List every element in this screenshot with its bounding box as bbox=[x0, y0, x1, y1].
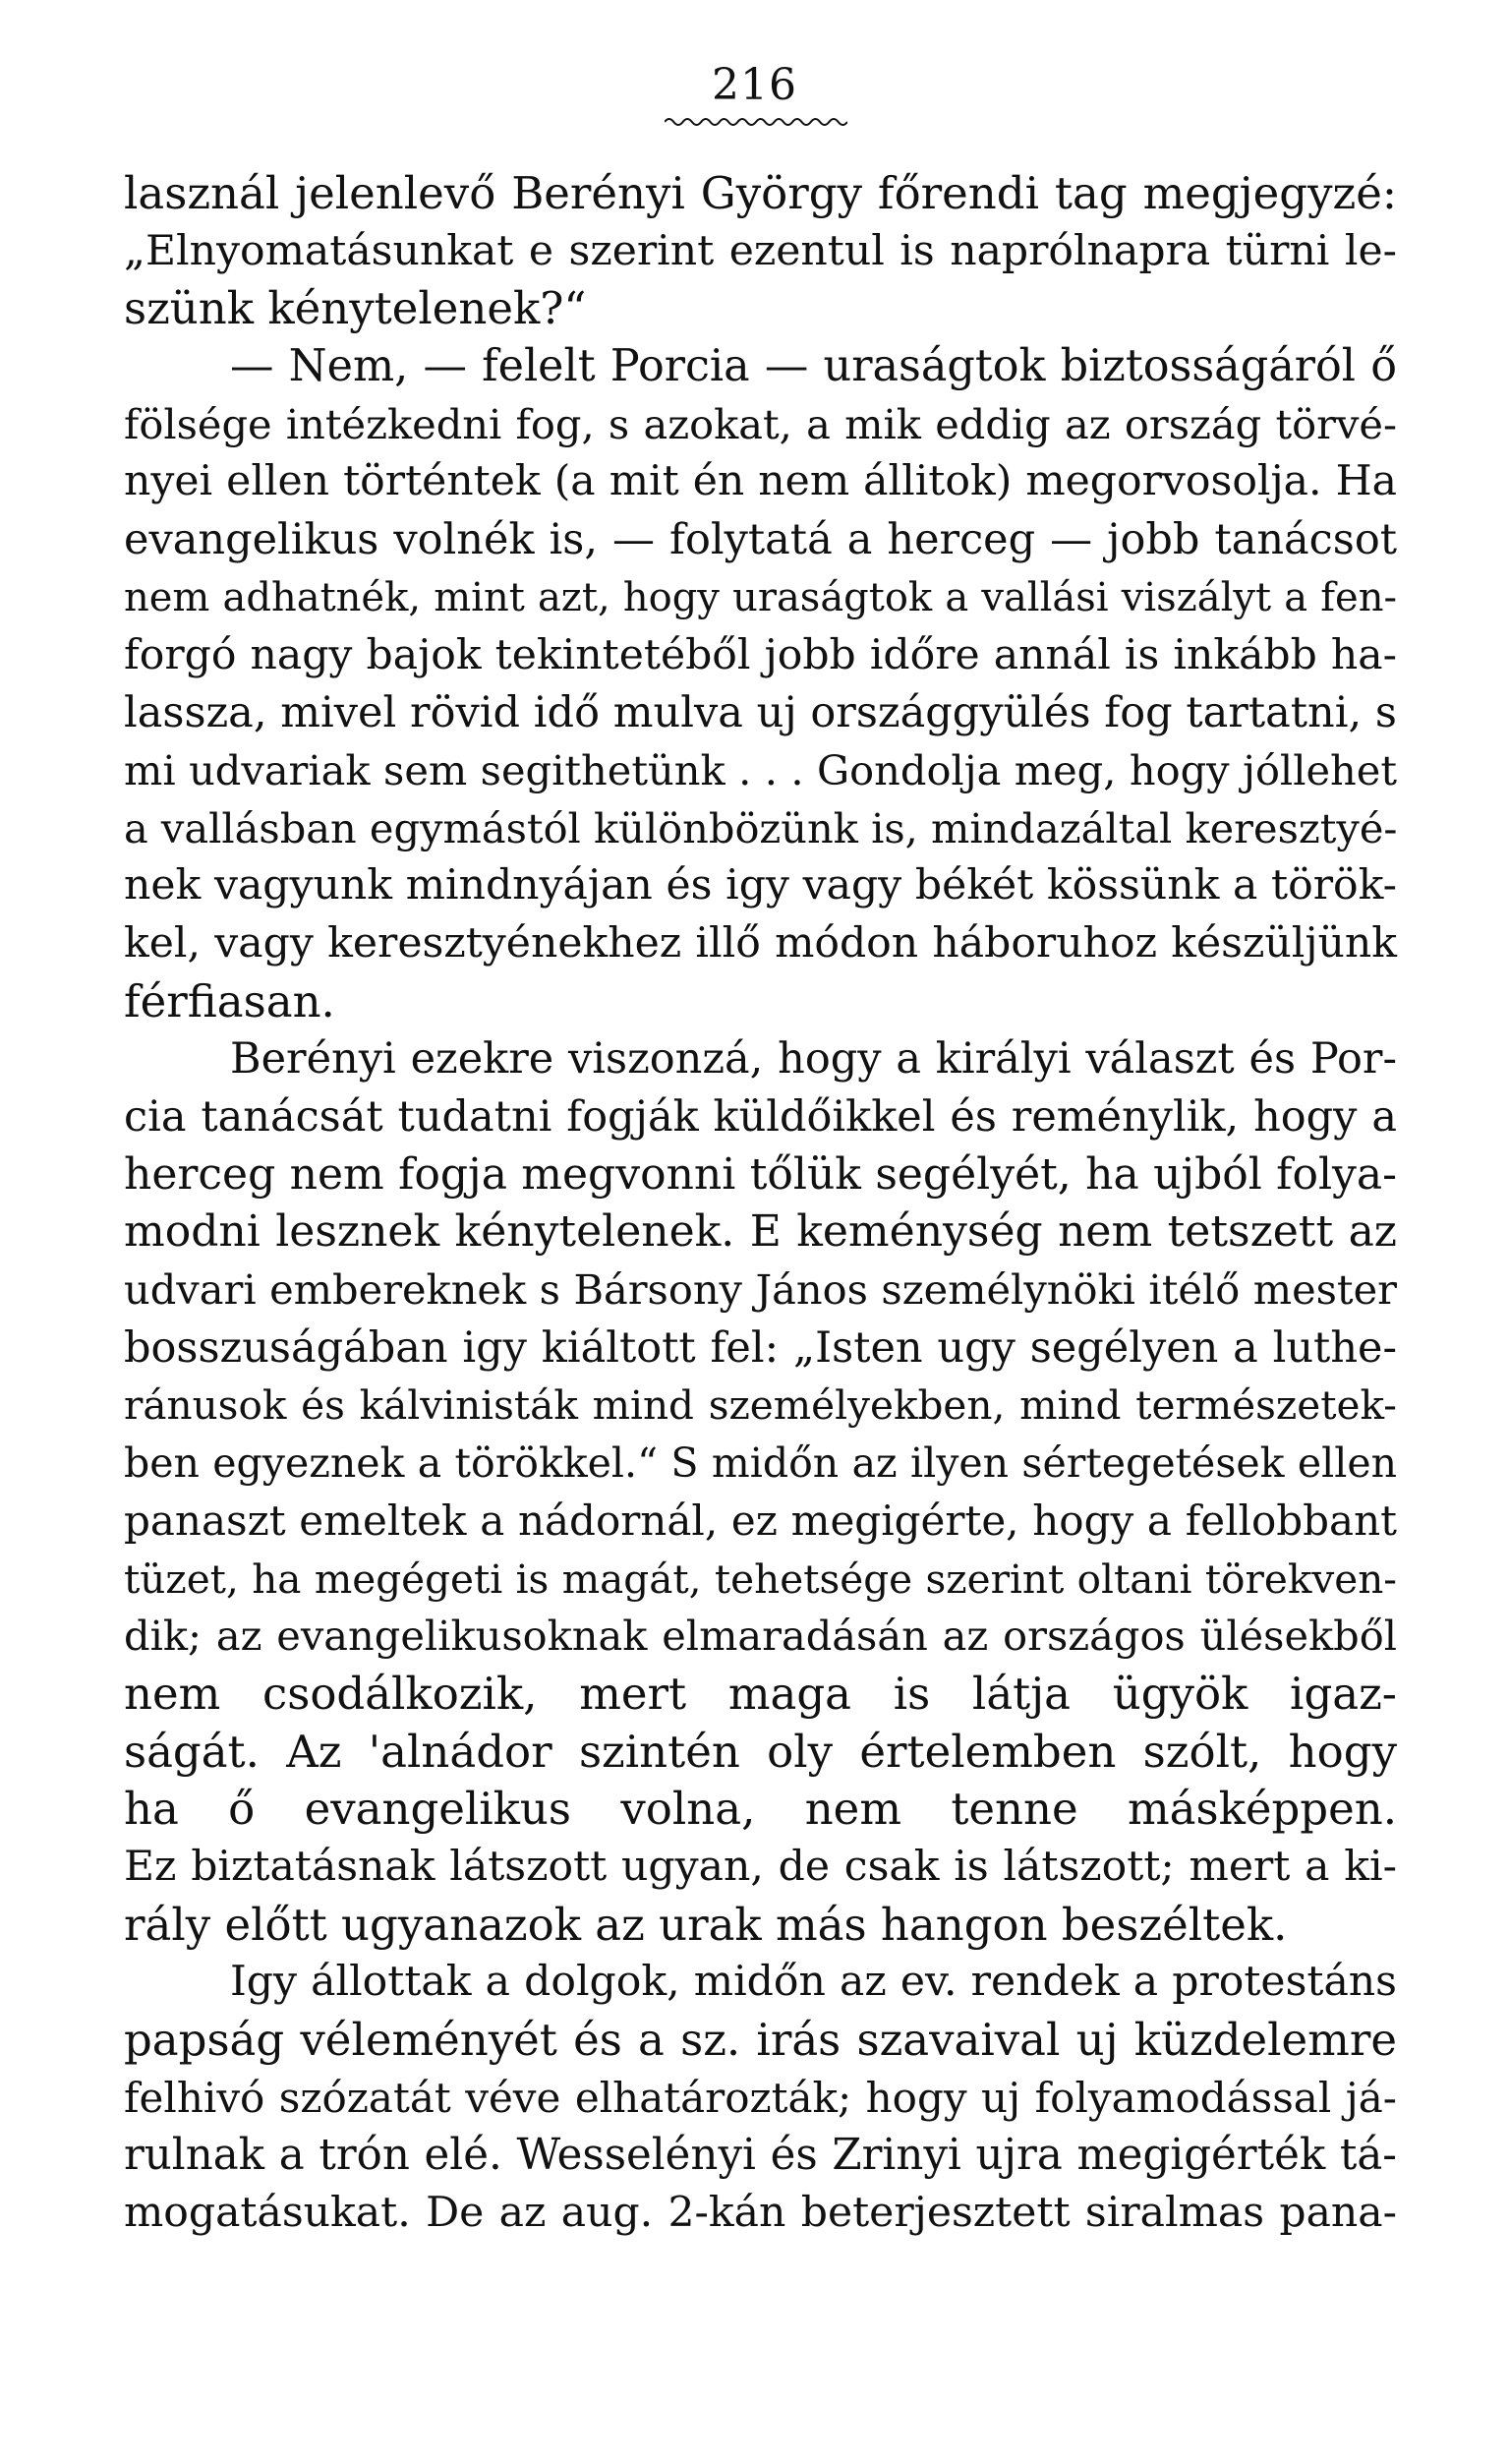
text-line: dik; az evangelikusoknak elmaradásán az országos ülésekből bbox=[124, 1612, 1397, 1661]
text-line: mi udvariak sem segithetünk . . . Gondolja meg, hogy jóllehet bbox=[124, 745, 1397, 794]
text-line: ben egyeznek a törökkel.“ S midőn az ilyen sértegetések ellen bbox=[124, 1439, 1397, 1488]
text-line: nyei ellen történtek (a mit én nem állitok) megorvosolja. Ha bbox=[124, 457, 1397, 506]
text-line: Igy állottak a dolgok, midőn az ev. rendek a protestáns bbox=[230, 1958, 1397, 2007]
text-line: udvari embereknek s Bársony János személynöki itélő mester bbox=[124, 1265, 1397, 1315]
text-line: ha ő evangelikus volna, nem tenne másképpen. bbox=[124, 1783, 1397, 1836]
page-number-ornament bbox=[665, 115, 847, 129]
text-line: fölsége intézkedni fog, s azokat, a mik eddig az ország törvé- bbox=[124, 399, 1397, 448]
body-text bbox=[124, 165, 1397, 2243]
text-line: ránusok és kálvinisták mind személyekben, mind természetek- bbox=[124, 1381, 1397, 1430]
text-line: felhivó szózatát véve elhatározták; hogy uj folyamodással já- bbox=[124, 2073, 1397, 2122]
text-line: rulnak a trón elé. Wesselényi és Zrinyi ujra megigérték tá- bbox=[124, 2131, 1397, 2181]
text-line: bosszuságában igy kiáltott fel: „Isten ugy segélyen a luthe- bbox=[124, 1322, 1397, 1373]
text-line: tüzet, ha megégeti is magát, tehetsége szerint oltani törekven- bbox=[124, 1555, 1397, 1603]
text-line: Berényi ezekre viszonzá, hogy a királyi választ és Por- bbox=[230, 1034, 1397, 1085]
page-number: 216 bbox=[712, 60, 797, 110]
text-line: Ez biztatásnak látszott ugyan, de csak is látszott; mert a ki- bbox=[124, 1842, 1397, 1891]
text-line: lassza, mivel rövid idő mulva uj országgyülés fog tartatni, s bbox=[124, 688, 1397, 738]
text-line: lasznál jelenlevő Berényi György főrendi tag megjegyzé: bbox=[124, 167, 1397, 219]
text-line: panaszt emeltek a nádornál, ez megigérte, hogy a fellobbant bbox=[124, 1496, 1397, 1545]
text-line: „Elnyomatásunkat e szerint ezentul is naprólnapra türni le- bbox=[124, 226, 1397, 275]
text-line: nek vagyunk mindnyájan és igy vagy békét kössünk a török- bbox=[124, 861, 1397, 910]
text-line: ságát. Az 'alnádor szintén oly értelemben szólt, hogy bbox=[124, 1725, 1397, 1778]
text-line: — Nem, — felelt Porcia — uraságtok biztosságáról ő bbox=[230, 341, 1397, 392]
text-line: cia tanácsát tudatni fogják küldőikkel és reménylik, hogy a bbox=[124, 1092, 1397, 1142]
text-line: nem adhatnék, mint azt, hogy uraságtok a vallási viszályt a fen- bbox=[124, 574, 1397, 620]
text-line: a vallásban egymástól különbözünk is, mindazáltal keresztyé- bbox=[124, 803, 1398, 852]
text-line: evangelikus volnék is, — folytatá a herceg — jobb tanácsot bbox=[124, 515, 1397, 565]
text-line: forgó nagy bajok tekintetéből jobb időre annál is inkább ha- bbox=[124, 630, 1397, 679]
text-line: rály előtt ugyanazok az urak más hangon beszéltek. bbox=[124, 1898, 1288, 1951]
text-line: papság véleményét és a sz. irás szavaival uj küzdelemre bbox=[124, 2014, 1397, 2066]
text-line: szünk kénytelenek?“ bbox=[124, 282, 587, 335]
text-line: herceg nem fogja megvonni tőlük segélyét, ha ujból folya- bbox=[124, 1148, 1397, 1200]
text-line: mogatásukat. De az aug. 2-kán beterjesztett siralmas pana- bbox=[124, 2189, 1397, 2238]
text-line: modni lesznek kénytelenek. E keménység nem tetszett az bbox=[124, 1206, 1397, 1258]
text-line: kel, vagy keresztyénekhez illő módon háboruhoz készüljünk bbox=[124, 918, 1397, 968]
text-line: nem csodálkozik, mert maga is látja ügyök igaz- bbox=[124, 1667, 1397, 1720]
text-line: férfiasan. bbox=[124, 974, 335, 1027]
